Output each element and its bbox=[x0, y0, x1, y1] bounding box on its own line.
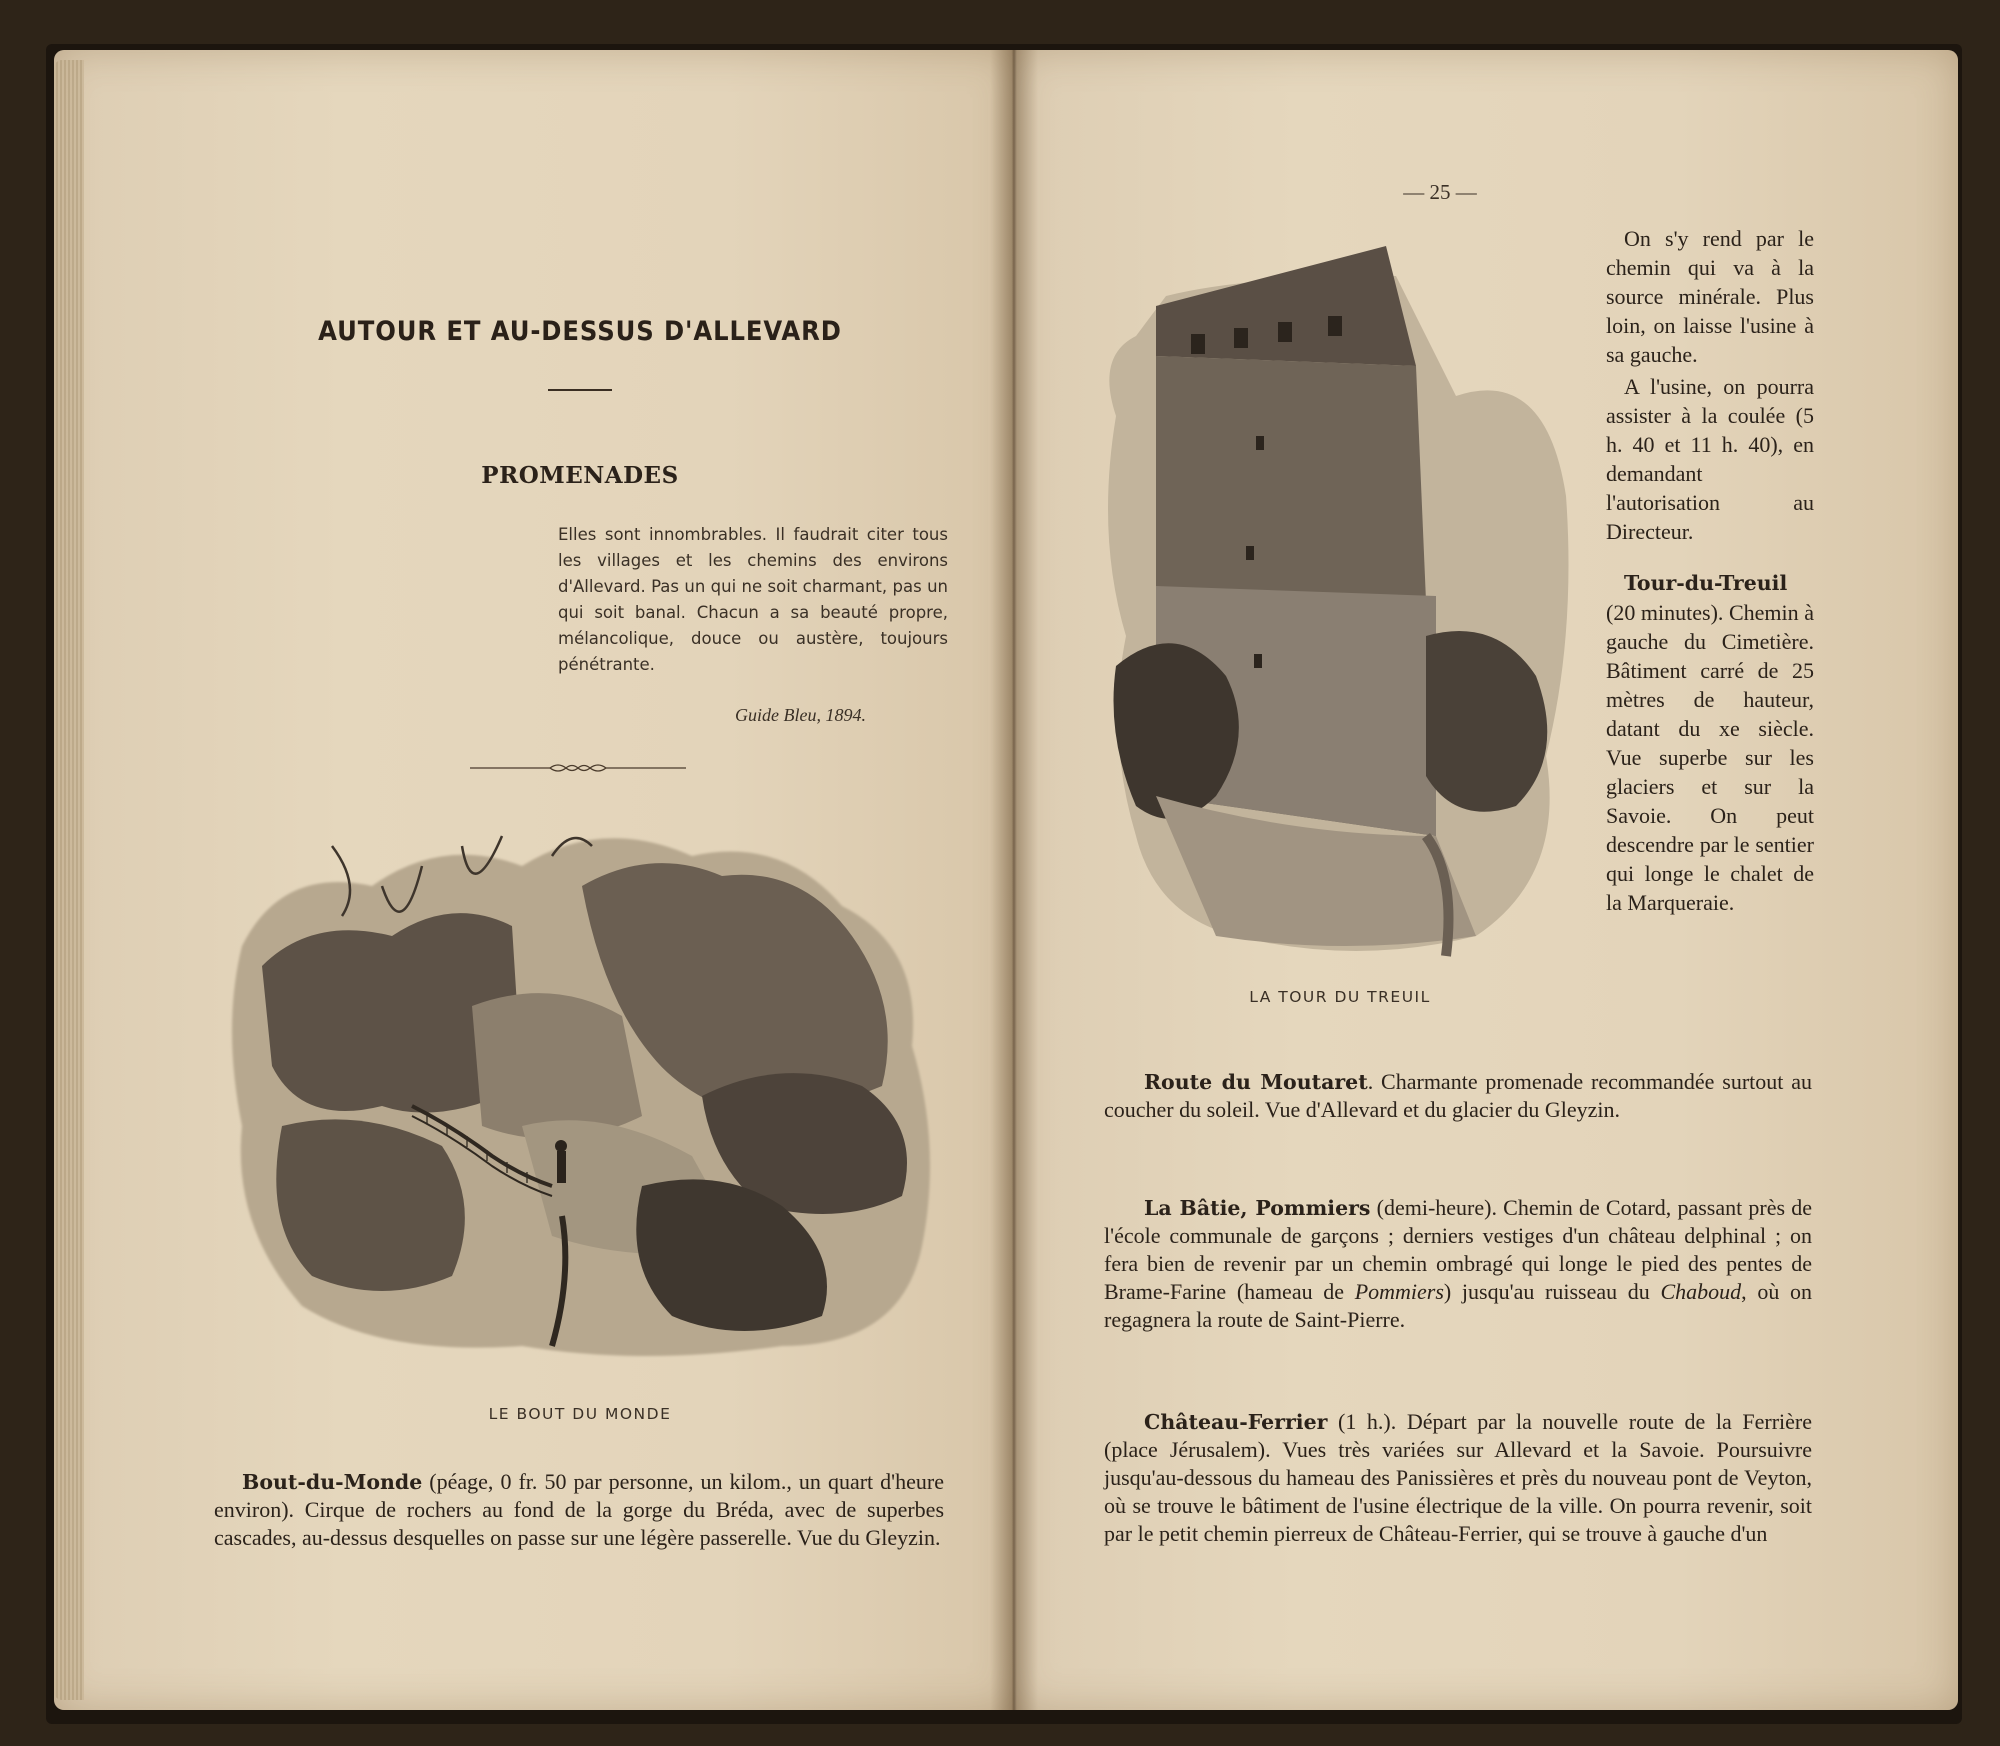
paragraph-bout-du-monde bbox=[214, 1468, 944, 1552]
page-title: AUTOUR ET AU-DESSUS D'ALLEVARD bbox=[318, 316, 842, 347]
side-paragraph-usine: A l'usine, on pourra assister à la coulée (5 h. 40 et 11 h. 40), en demandant l'autorisation au Directeur. bbox=[1606, 374, 1814, 544]
paragraph-text: (demi-heure). Chemin de Cotard, passant près de l'école communale de garçons ; derniers vestiges d'un château delphinal ; on fera bien de revenir par un chemin ombragé qui longe le pied des pentes de Brame-Farine (hameau de bbox=[1104, 1195, 1812, 1304]
title-rule bbox=[548, 389, 612, 391]
ornament-divider bbox=[470, 762, 686, 774]
paragraph-batie-pommiers bbox=[1104, 1194, 1812, 1334]
tour-du-treuil-illustration bbox=[1096, 236, 1576, 964]
book-gutter bbox=[990, 50, 1038, 1710]
page-number: — 25 — bbox=[1403, 180, 1477, 204]
side-column-text bbox=[1606, 224, 1814, 917]
place-name: Bout-du-Monde bbox=[242, 1470, 423, 1494]
paragraph-text: , où on regagnera la route de Saint-Pierre. bbox=[1104, 1279, 1812, 1332]
paragraph-text: (péage, 0 fr. 50 par personne, un kilom., un quart d'heure environ). Cirque de rochers au fond de la gorge du Bréda, avec de superbes cascades, au-dessus desquelles on passe sur une légère passerelle. Vue du Gleyzin. bbox=[214, 1469, 944, 1550]
place-name: Château-Ferrier bbox=[1144, 1410, 1328, 1434]
figure-caption-bout-du-monde: LE BOUT DU MONDE bbox=[488, 1405, 672, 1423]
italic-place: Pommiers bbox=[1354, 1279, 1444, 1304]
side-paragraph-tour bbox=[1606, 568, 1814, 917]
epigraph-source: Guide Bleu, 1894. bbox=[735, 705, 866, 725]
paragraph-text: ) jusqu'au ruisseau du bbox=[1443, 1279, 1661, 1304]
bout-du-monde-illustration bbox=[222, 826, 950, 1366]
place-name: Tour-du-Treuil bbox=[1624, 571, 1788, 595]
section-heading: PROMENADES bbox=[481, 462, 679, 489]
italic-place: Chaboud bbox=[1660, 1279, 1742, 1304]
epigraph-quote: Elles sont innombrables. Il faudrait citer tous les villages et les chemins des environs d'Allevard. Pas un qui ne soit charmant, pas un qui soit banal. Chacun a sa beauté propre, mélancolique, douce ou austère, toujours pénétrante. bbox=[558, 525, 948, 674]
place-name: La Bâtie, Pommiers bbox=[1144, 1196, 1371, 1220]
place-name: Route du Moutaret bbox=[1144, 1070, 1368, 1094]
paragraph-chateau-ferrier bbox=[1104, 1408, 1812, 1548]
paragraph-text: (20 minutes). Chemin à gauche du Cimetière. Bâtiment carré de 25 mètres de hauteur, datant du xe siècle. Vue superbe sur les glaciers et sur la Savoie. On peut descendre par le sentier qui longe le chalet de la Marqueraie. bbox=[1606, 600, 1814, 915]
paragraph-text: (1 h.). Départ par la nouvelle route de la Ferrière (place Jérusalem). Vues très variées sur Allevard et la Savoie. Poursuivre jusqu'au-dessous du hameau des Panissières et près du nouveau pont de Veyton, où se trouve le bâtiment de l'usine électrique de la ville. On pourra revenir, soit par le petit chemin pierreux de Château-Ferrier, qui se trouve à gauche d'un bbox=[1104, 1409, 1812, 1546]
figure-caption-tour-du-treuil: LA TOUR DU TREUIL bbox=[1249, 988, 1431, 1006]
paragraph-text: . Charmante promenade recommandée surtout au coucher du soleil. Vue d'Allevard et du glacier du Gleyzin. bbox=[1104, 1069, 1812, 1122]
paragraph-moutaret bbox=[1104, 1068, 1812, 1124]
side-paragraph-source: On s'y rend par le chemin qui va à la source minérale. Plus loin, on laisse l'usine à sa gauche. bbox=[1606, 226, 1814, 367]
page-edges bbox=[54, 60, 84, 1700]
